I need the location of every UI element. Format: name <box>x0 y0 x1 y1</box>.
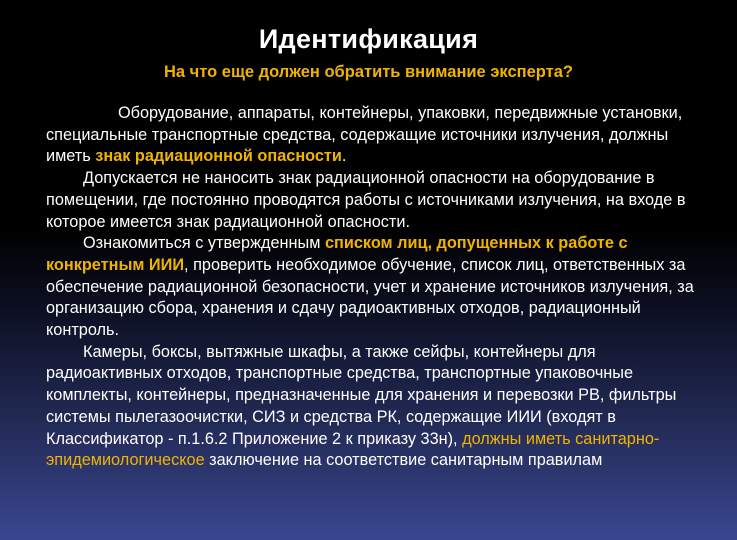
paragraph-exception <box>46 168 696 233</box>
slide-title: Идентификация <box>258 24 479 54</box>
paragraph-text: . <box>341 147 347 166</box>
highlight-radiation-sign: знак радиационной опасности <box>95 147 342 166</box>
paragraph-text: заключение на соответствие санитарным правилам <box>204 451 603 470</box>
paragraph-text: Камеры, боксы, вытяжные шкафы, а также сейфы, контейнеры для радиоактивных отходов, транспортные средства, транспортные упаковочные комплекты, контейнеры, предназначенные для хранения и перевозки РВ, фильтры системы пылегазоочистки, СИЗ и средства РК, содержащие ИИИ (входят в Классификатор - п.1.6.2 Приложение 2 к приказу 33н), <box>46 342 677 448</box>
paragraph-chambers <box>46 342 696 472</box>
highlight-sanitary-conclusion: должны иметь санитарно-эпидемиологическое <box>46 429 660 470</box>
paragraph-text: , проверить необходимое обучение, список лиц, ответственных за обеспечение радиационной безопасности, учет и хранение источников излучения, за организацию сбора, хранения и сдачу радиоактивных отходов, радиационный контроль. <box>46 255 694 340</box>
paragraph-text: Оборудование, аппараты, контейнеры, упаковки, передвижные установки, специальные транспортные средства, содержащие источники излучения, должны иметь <box>46 104 683 166</box>
paragraph-text: Ознакомиться с утвержденным <box>83 234 325 253</box>
paragraph-personnel <box>46 233 696 342</box>
slide-body <box>46 103 696 472</box>
highlight-personnel-list: списком лиц, допущенных к работе с конкретным ИИИ <box>46 234 628 274</box>
paragraph-text: Допускается не наносить знак радиационной опасности на оборудование в помещении, где постоянно проводятся работы с источниками излучения, на входе в которое имеется знак радиационной опасности. <box>46 169 686 231</box>
paragraph-equipment-marking <box>46 103 696 168</box>
slide-subtitle: На что еще должен обратить внимание эксперта? <box>164 63 573 81</box>
